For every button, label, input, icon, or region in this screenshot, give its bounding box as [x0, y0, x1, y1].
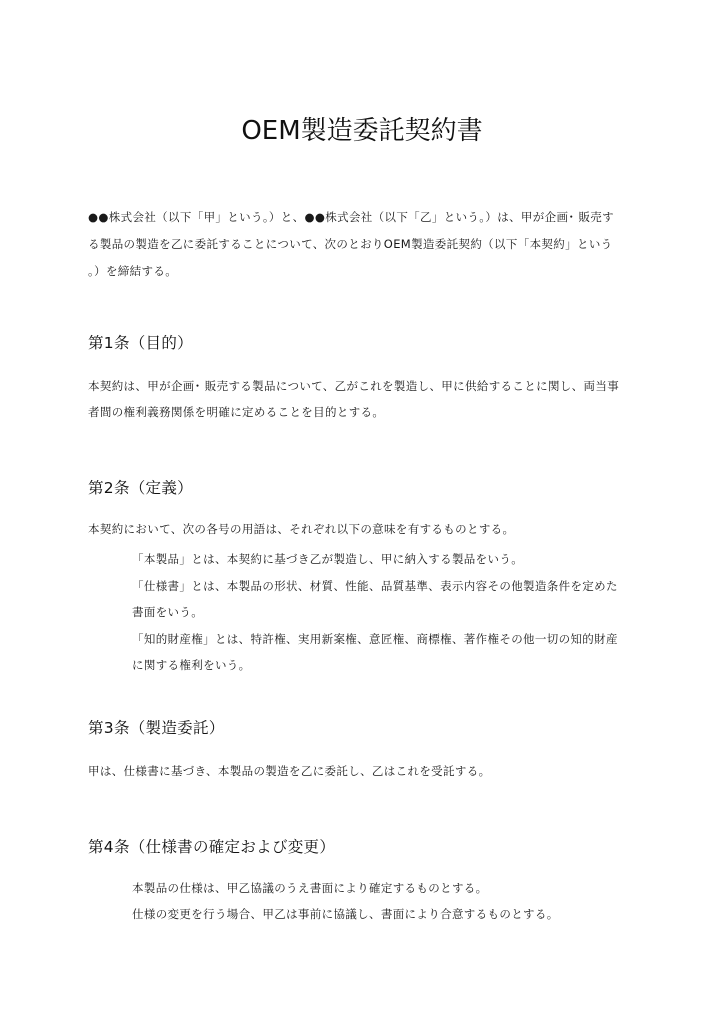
article-4-heading: 第4条（仕様書の確定および変更）	[88, 838, 336, 856]
article-2-heading: 第2条（定義）	[88, 479, 193, 497]
preamble-line-1: ●●株式会社（以下「甲」という。）と、●●株式会社（以下「乙」という。）は、甲が企画･ 販売す	[88, 210, 614, 224]
preamble-line-3: 。）を締結する。	[88, 264, 178, 278]
article-2-item-2: 「仕様書」とは、本製品の形状、材質、性能、品質基準、表示内容その他製造条件を定めた	[132, 579, 618, 593]
preamble-line-2: る製品の製造を乙に委託することについて、次のとおりOEM製造委託契約（以下「本契約」という	[88, 237, 613, 251]
article-1-line-2: 者間の権利義務関係を明確に定めることを目的とする。	[88, 405, 385, 419]
article-4-item-1: 本製品の仕様は、甲乙協議のうえ書面により確定するものとする。	[132, 881, 488, 895]
article-1-line-1: 本契約は、甲が企画･ 販売する製品について、乙がこれを製造し、甲に供給することに関し、両当事	[88, 379, 620, 393]
article-2-item-3: 「知的財産権」とは、特許権、実用新案権、意匠権、商標権、著作権その他一切の知的財産	[132, 632, 618, 646]
article-2-item-3-cont: に関する権利をいう。	[132, 658, 251, 672]
article-2-item-1: 「本製品」とは、本契約に基づき乙が製造し、甲に納入する製品をいう。	[132, 552, 524, 566]
article-4-item-2: 仕様の変更を行う場合、甲乙は事前に協議し、書面により合意するものとする。	[132, 907, 559, 921]
document-title: OEM製造委託契約書	[241, 116, 483, 146]
article-3-line-1: 甲は、仕様書に基づき、本製品の製造を乙に委託し、乙はこれを受託する。	[88, 764, 491, 778]
article-2-line-1: 本契約において、次の各号の用語は、それぞれ以下の意味を有するものとする。	[88, 522, 515, 536]
article-2-item-2-cont: 書面をいう。	[132, 605, 204, 619]
article-3-heading: 第3条（製造委託）	[88, 719, 225, 737]
article-1-heading: 第1条（目的）	[88, 334, 193, 352]
